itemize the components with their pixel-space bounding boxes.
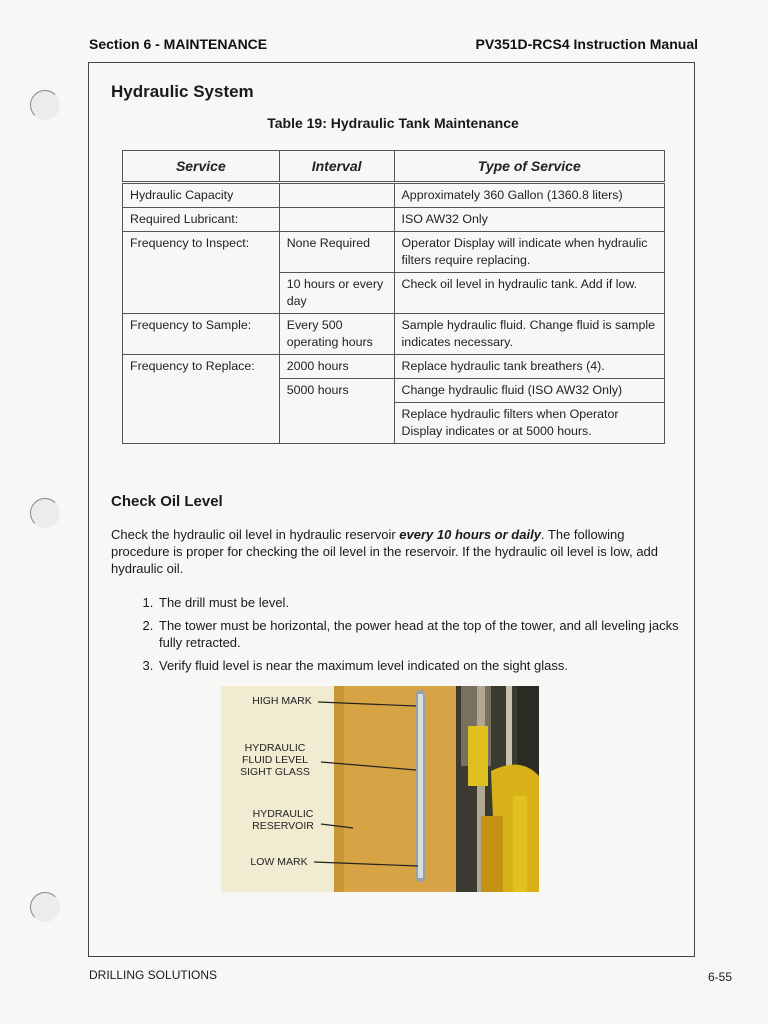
sight-glass-label: HYDRAULIC FLUID LEVEL SIGHT GLASS bbox=[240, 742, 310, 778]
table-cell bbox=[279, 208, 394, 232]
list-item: 2. The tower must be horizontal, the power head at the top of the tower, and all leveling jacks fully retracted. bbox=[157, 617, 697, 651]
table-cell: Required Lubricant: bbox=[123, 208, 280, 232]
table-cell: Operator Display will indicate when hydraulic filters require replacing. bbox=[394, 232, 664, 273]
paragraph-text: . The following procedure is proper for checking the oil level in the reservoir. If the hydraulic oil level is low, add hydraulic oil. bbox=[111, 527, 659, 576]
table-cell: 10 hours or every day bbox=[279, 273, 394, 314]
table-row bbox=[123, 355, 665, 379]
page-number: 6-55 bbox=[707, 970, 732, 984]
table-cell: Frequency to Replace: bbox=[123, 355, 280, 379]
column-header: Type of Service bbox=[394, 151, 664, 183]
table-cell: Replace hydraulic filters when Operator Display indicates or at 5000 hours. bbox=[394, 403, 664, 444]
sight-glass-figure bbox=[221, 686, 539, 892]
high-mark-label: HIGH MARK bbox=[252, 695, 312, 707]
table-cell: None Required bbox=[279, 232, 394, 273]
maintenance-table bbox=[122, 150, 665, 444]
table-cell: 2000 hours bbox=[279, 355, 394, 379]
column-header: Service bbox=[123, 151, 280, 183]
table-cell: Hydraulic Capacity bbox=[123, 183, 280, 208]
paragraph-emphasis: every 10 hours or daily bbox=[399, 527, 541, 542]
list-item: 1. The drill must be level. bbox=[157, 594, 697, 611]
page-title: Hydraulic System bbox=[111, 82, 254, 101]
table-row bbox=[123, 273, 665, 314]
table-header-row bbox=[123, 151, 665, 183]
procedure-steps bbox=[111, 594, 697, 680]
table-row bbox=[123, 232, 665, 273]
table-cell: Check oil level in hydraulic tank. Add if low. bbox=[394, 273, 664, 314]
binder-hole bbox=[30, 498, 60, 528]
table-cell: Change hydraulic fluid (ISO AW32 Only) bbox=[394, 379, 664, 403]
table-cell: Frequency to Sample: bbox=[123, 314, 280, 355]
table-cell bbox=[123, 403, 280, 444]
table-row bbox=[123, 314, 665, 355]
table-caption: Table 19: Hydraulic Tank Maintenance bbox=[267, 115, 519, 131]
table-cell bbox=[123, 273, 280, 314]
table-cell: Approximately 360 Gallon (1360.8 liters) bbox=[394, 183, 664, 208]
table-cell: Replace hydraulic tank breathers (4). bbox=[394, 355, 664, 379]
section-heading: Check Oil Level bbox=[111, 493, 223, 510]
column-header: Interval bbox=[279, 151, 394, 183]
footer-company: DRILLING SOLUTIONS bbox=[89, 968, 218, 982]
table-row bbox=[123, 208, 665, 232]
list-item: 3. Verify fluid level is near the maximum level indicated on the sight glass. bbox=[157, 657, 697, 674]
table-row bbox=[123, 379, 665, 403]
table-cell: 5000 hours bbox=[279, 379, 394, 403]
table-cell bbox=[123, 379, 280, 403]
table-cell: Frequency to Inspect: bbox=[123, 232, 280, 273]
table-cell: Sample hydraulic fluid. Change fluid is sample indicates necessary. bbox=[394, 314, 664, 355]
table-row bbox=[123, 403, 665, 444]
body-paragraph bbox=[111, 526, 671, 577]
binder-hole bbox=[30, 892, 60, 922]
paragraph-text: Check the hydraulic oil level in hydraulic reservoir bbox=[111, 527, 400, 542]
header-section: Section 6 - MAINTENANCE bbox=[89, 36, 268, 52]
table-cell: ISO AW32 Only bbox=[394, 208, 664, 232]
table-row bbox=[123, 183, 665, 208]
table-cell bbox=[279, 403, 394, 444]
header-manual-title: PV351D-RCS4 Instruction Manual bbox=[475, 36, 698, 52]
table-cell bbox=[279, 183, 394, 208]
reservoir-label: HYDRAULIC RESERVOIR bbox=[252, 808, 314, 832]
table-cell: Every 500 operating hours bbox=[279, 314, 394, 355]
low-mark-label: LOW MARK bbox=[250, 856, 308, 868]
